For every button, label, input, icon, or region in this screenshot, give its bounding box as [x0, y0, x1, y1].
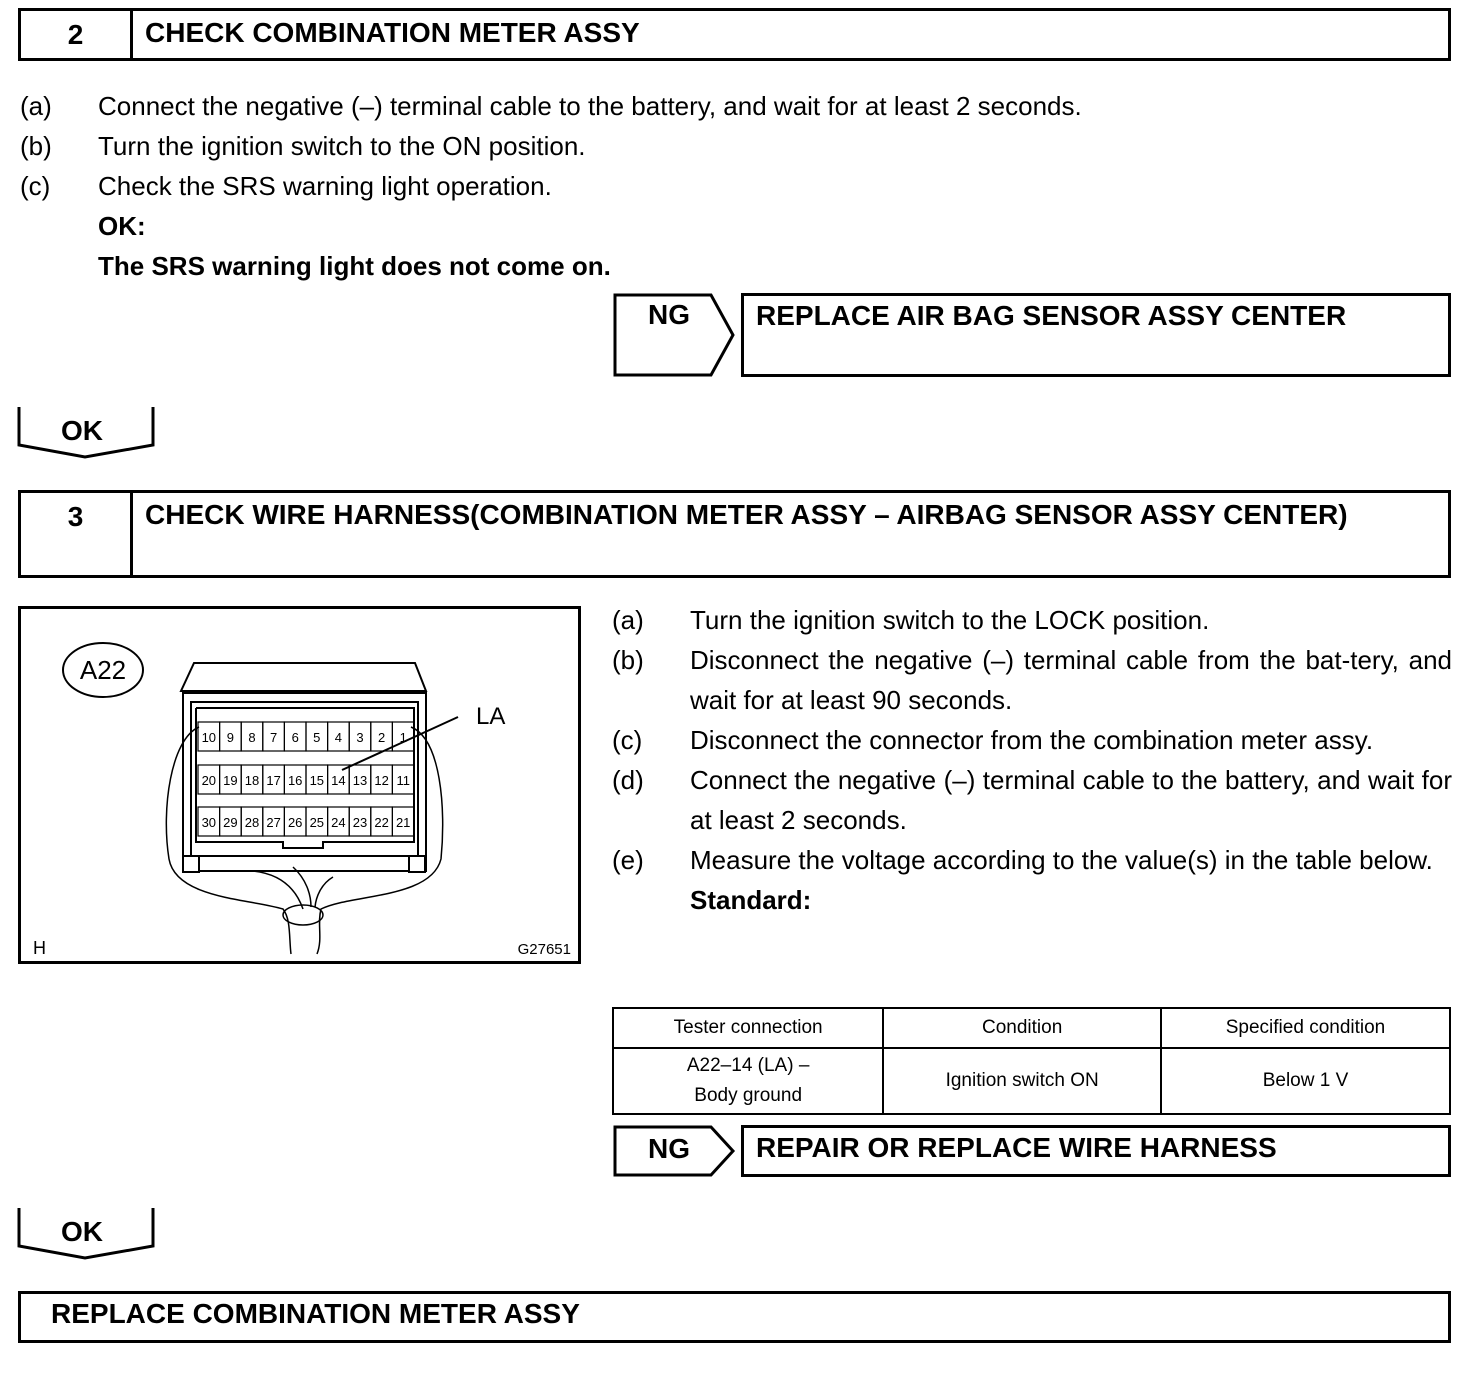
ok-arrow: [17, 1206, 157, 1261]
ok-label: OK: [61, 415, 103, 446]
item-text: Disconnect the negative (–) terminal cable from the bat-tery, and wait for at least 90 seconds.: [690, 645, 1452, 715]
step-3-item-c: [612, 720, 1452, 760]
item-text: Measure the voltage according to the value(s) in the table below.: [690, 845, 1433, 875]
standard-label: Standard:: [690, 885, 812, 915]
specified-condition-cell: Below 1 V: [1161, 1048, 1450, 1114]
pin-number: 25: [309, 815, 325, 830]
step-3-item-a: [612, 600, 1452, 640]
pin-number: 1: [399, 730, 407, 745]
corner-mark: H: [33, 938, 46, 958]
ng-arrow: [613, 1125, 738, 1178]
column-header: Tester connection: [613, 1008, 883, 1048]
step-3-item-b: [612, 640, 1452, 720]
ng-result-box: REPLACE AIR BAG SENSOR ASSY CENTER: [741, 293, 1451, 377]
connector-latch: [181, 663, 426, 691]
pin-number: 23: [352, 815, 368, 830]
cell-line: A22–14 (LA) –: [686, 1055, 810, 1076]
item-label: (c): [20, 171, 51, 201]
column-header: Condition: [883, 1008, 1161, 1048]
step-number: 3: [21, 493, 133, 575]
pin-number: 3: [356, 730, 364, 745]
pin-number: 24: [331, 815, 346, 830]
table-header-row: [613, 1008, 1450, 1048]
step-title: CHECK COMBINATION METER ASSY: [145, 17, 640, 48]
pin-number: 26: [287, 815, 303, 830]
pin-number: 22: [374, 815, 389, 830]
item-text: Disconnect the connector from the combination meter assy.: [690, 725, 1374, 755]
pin-number: 17: [266, 773, 281, 788]
ok-criteria-text: The SRS warning light does not come on.: [98, 251, 611, 281]
table-row: [613, 1048, 1450, 1114]
pin-label-la: LA: [476, 703, 506, 730]
item-label: (c): [612, 725, 643, 755]
step-3-item-d: [612, 760, 1452, 840]
pin-number: 15: [309, 773, 325, 788]
item-text: Check the SRS warning light operation.: [98, 171, 552, 201]
column-header: Specified condition: [1161, 1008, 1450, 1048]
step-3-header: [18, 490, 1451, 578]
condition-cell: Ignition switch ON: [883, 1048, 1161, 1114]
item-text: Turn the ignition switch to the LOCK position.: [690, 605, 1210, 635]
item-label: (d): [612, 765, 644, 795]
ok-criteria-label: OK:: [98, 211, 146, 241]
item-label: (e): [612, 845, 644, 875]
item-label: (b): [20, 131, 52, 161]
pin-number: 2: [377, 730, 386, 745]
cell-line: Body ground: [694, 1085, 803, 1106]
ok-arrow: [17, 405, 157, 460]
pin-number: 16: [287, 773, 303, 788]
item-text: Connect the negative (–) terminal cable to the battery, and wait for at least 2 seconds.: [98, 91, 1082, 121]
pin-number: 8: [248, 730, 256, 745]
step-2-header: [18, 8, 1451, 61]
item-text: Connect the negative (–) terminal cable to the battery, and wait for at least 2 seconds.: [690, 765, 1452, 835]
pin-number: 29: [223, 815, 238, 830]
pin-number: 4: [334, 730, 343, 745]
pin-number: 7: [269, 730, 278, 745]
ok-label: OK: [61, 1216, 103, 1247]
item-label: (a): [20, 91, 52, 121]
ng-arrow: [613, 293, 738, 378]
wire: [166, 727, 291, 954]
wire: [317, 727, 443, 954]
pin-number: 13: [352, 773, 368, 788]
standard-table: [612, 1007, 1451, 1115]
pin-number: 19: [223, 773, 238, 788]
pin-number: 20: [201, 773, 217, 788]
ng-label: NG: [648, 1133, 690, 1164]
pin-number: 27: [266, 815, 281, 830]
ng-result-box: REPAIR OR REPLACE WIRE HARNESS: [741, 1125, 1451, 1177]
pin-number: 10: [201, 730, 217, 745]
figure-id: G27651: [517, 941, 571, 958]
connector-id: A22: [79, 655, 127, 685]
step-number: 2: [21, 11, 133, 58]
final-action-box: REPLACE COMBINATION METER ASSY: [18, 1291, 1451, 1343]
pin-number: 21: [395, 815, 411, 830]
pin-number: 30: [201, 815, 217, 830]
item-label: (a): [612, 605, 644, 635]
pin-number: 9: [226, 730, 235, 745]
tester-connection-cell: [613, 1048, 883, 1114]
pin-number: 28: [244, 815, 260, 830]
item-label: (b): [612, 645, 644, 675]
pin-number: 11: [396, 773, 410, 788]
pin-number: 5: [313, 730, 321, 745]
ng-label: NG: [648, 299, 690, 330]
connector-diagram: [18, 606, 581, 964]
step-3-instructions: [612, 600, 1452, 920]
step-3-item-e: [612, 840, 1452, 880]
pin-number: 6: [291, 730, 299, 745]
step-title: CHECK WIRE HARNESS(COMBINATION METER ASSY – AIRBAG SENSOR ASSY CENTER): [145, 499, 1348, 530]
pin-number: 14: [331, 773, 346, 788]
pin-number: 18: [244, 773, 260, 788]
pin-number: 12: [374, 773, 389, 788]
item-text: Turn the ignition switch to the ON position.: [98, 131, 586, 161]
